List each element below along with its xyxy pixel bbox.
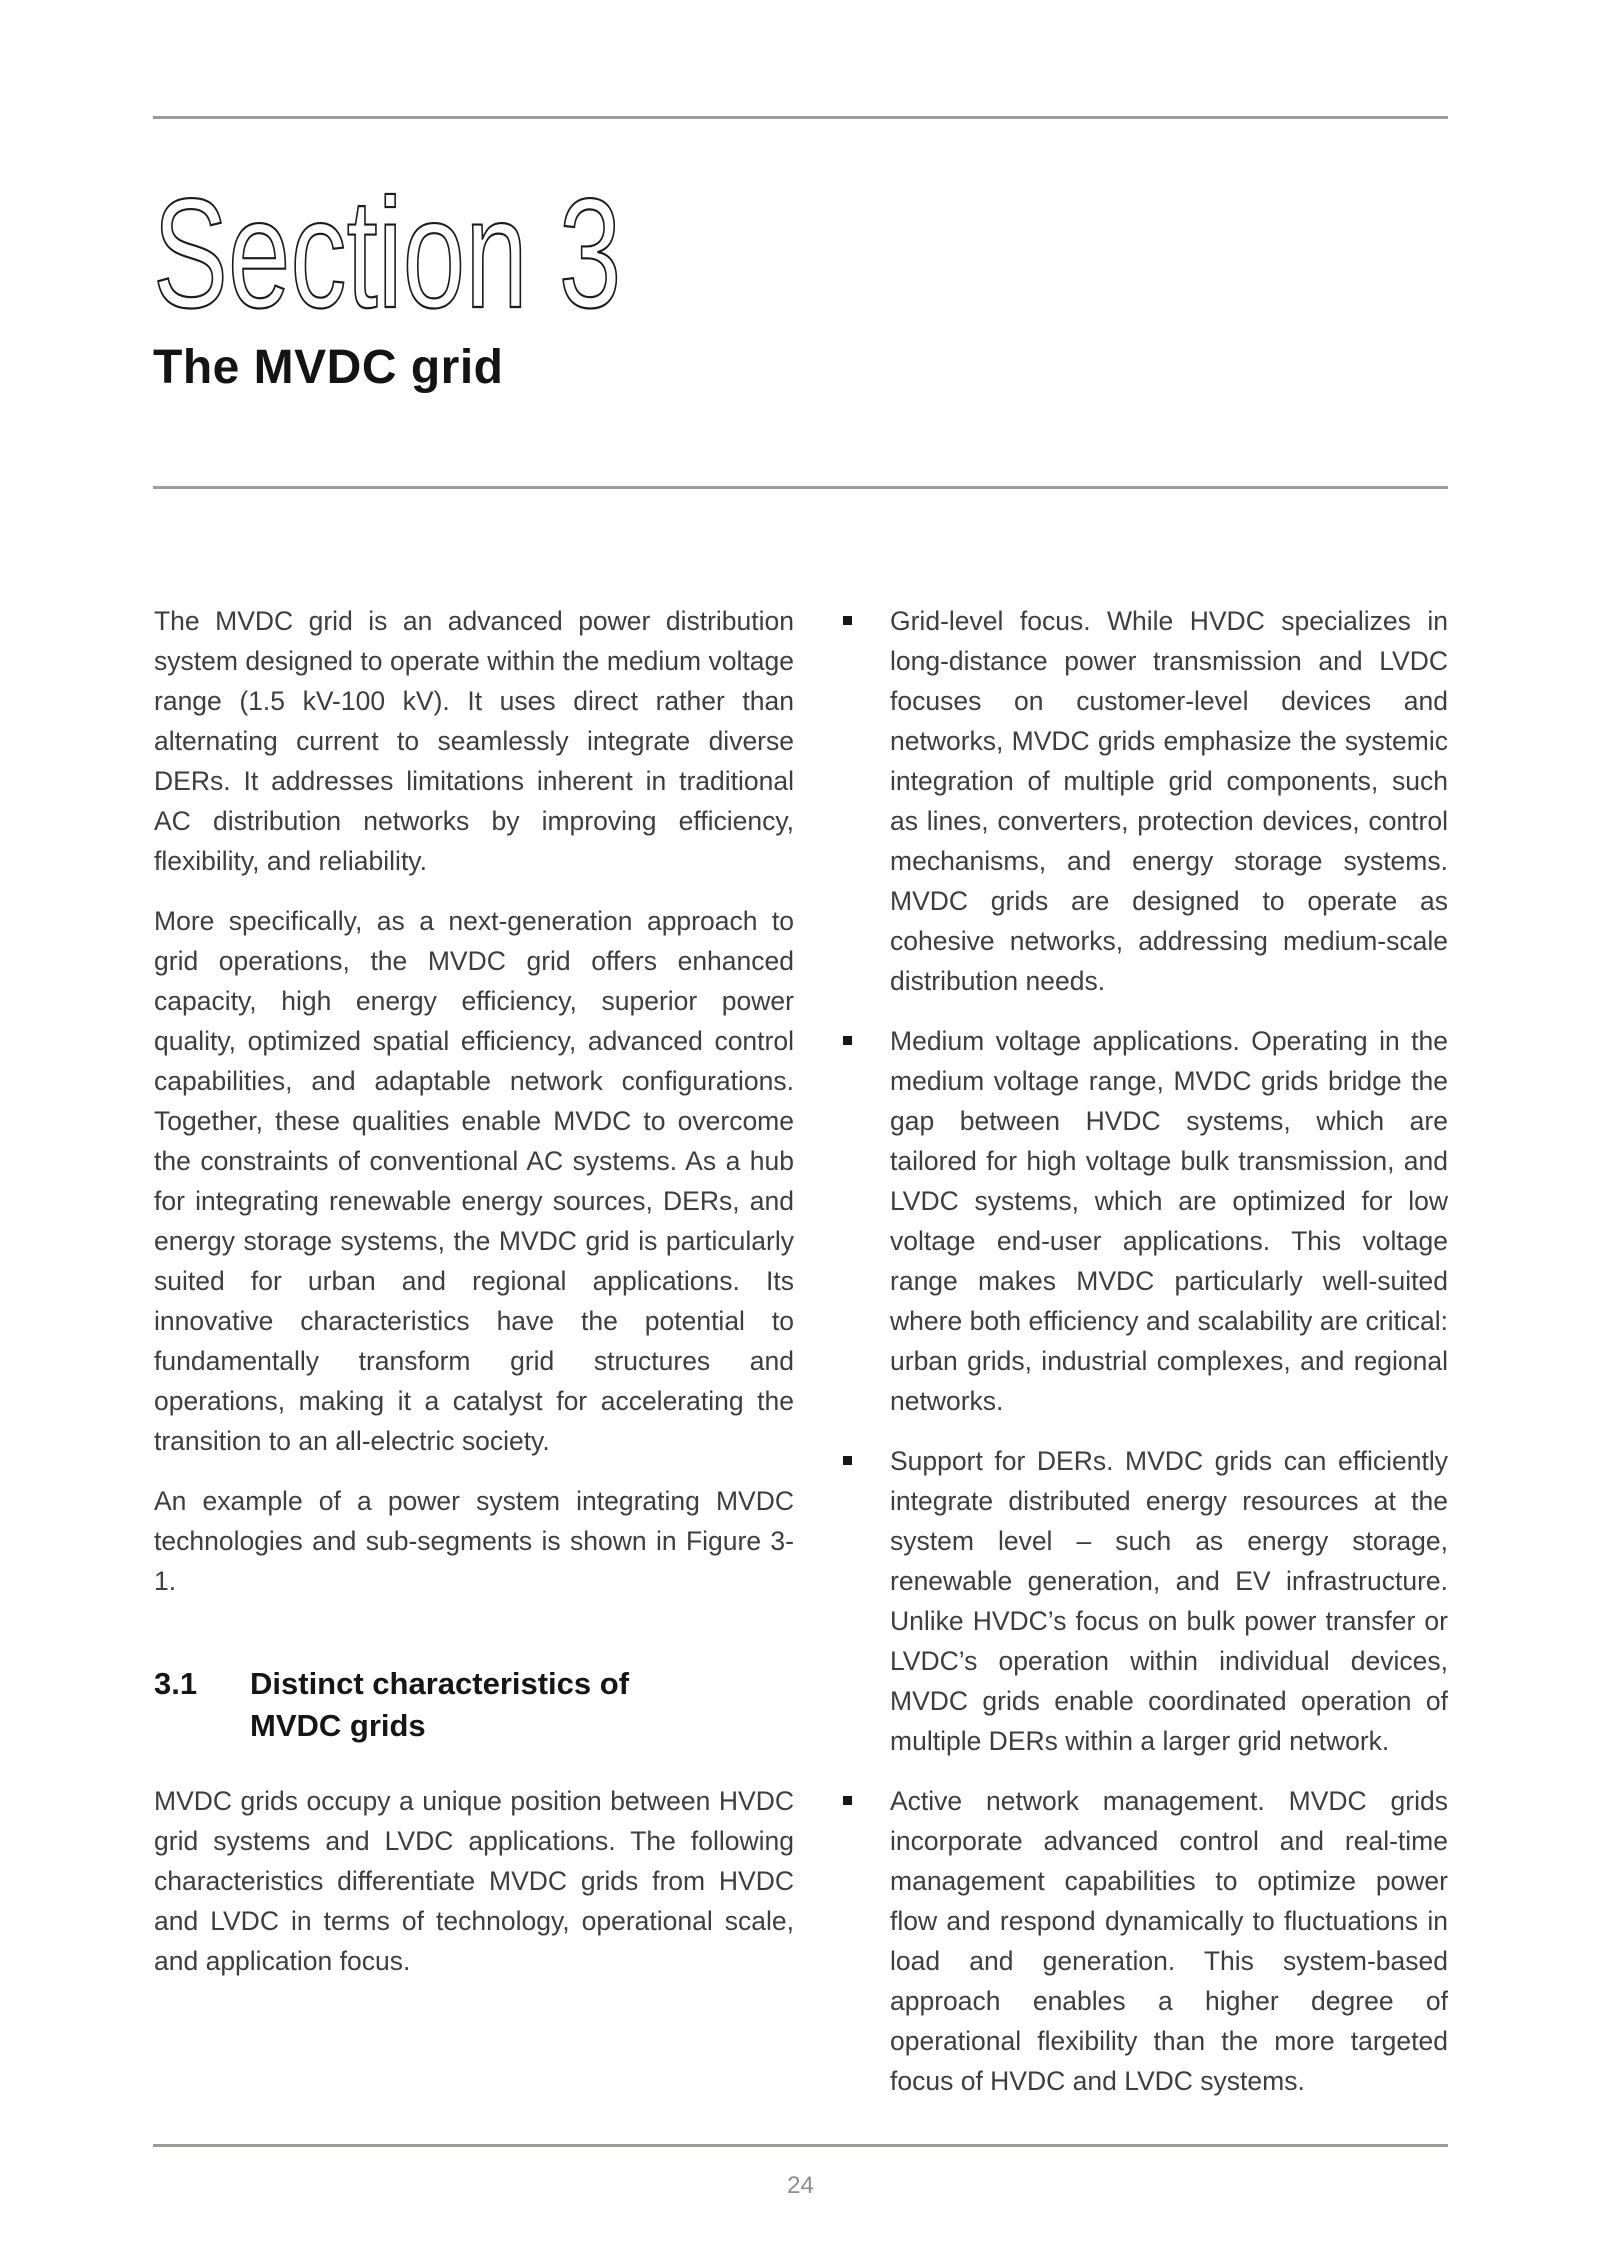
bullet-square-icon [843, 1796, 852, 1805]
bullet-list [842, 601, 1448, 2101]
bullet-square-icon [843, 616, 852, 625]
section-label: Section 3 [153, 167, 622, 341]
section-title: The MVDC grid [153, 341, 504, 394]
footer-rule [153, 2144, 1448, 2147]
subsection-number: 3.1 [154, 1666, 198, 1701]
list-item-text: Medium voltage applications. Operating in the medium voltage range, MVDC grids bridge the gap between HVDC systems, which are tailored for high voltage bulk transmission, and LVDC systems, which are optimized for low voltage end-user applications. This voltage range makes MVDC particularly well-suited where both efficiency and scalability are critical: urban grids, industrial complexes, and regional networks. [890, 1026, 1448, 1416]
list-item [842, 1441, 1448, 1761]
list-item-text: Grid-level focus. While HVDC specializes in long-distance power transmission and LVDC focuses on customer-level devices and networks, MVDC grids emphasize the systemic integration of multiple grid components, such as lines, converters, protection devices, control mechanisms, and energy storage systems. MVDC grids are designed to operate as cohesive networks, addressing medium-scale distribution needs. [890, 606, 1448, 996]
list-item [842, 1781, 1448, 2101]
list-item [842, 601, 1448, 1001]
bullet-square-icon [843, 1036, 852, 1045]
right-column [842, 601, 1448, 2101]
body-paragraph: More specifically, as a next-generation approach to grid operations, the MVDC grid offers enhanced capacity, high energy efficiency, superior power quality, optimized spatial efficiency, advanced control capabilities, and adaptable network configurations. Together, these qualities enable MVDC to overcome the constraints of conventional AC systems. As a hub for integrating renewable energy sources, DERs, and energy storage systems, the MVDC grid is particularly suited for urban and regional applications. Its innovative characteristics have the potential to fundamentally transform grid structures and operations, making it a catalyst for accelerating the transition to an all-electric society. [154, 906, 794, 1456]
list-item-text: Active network management. MVDC grids incorporate advanced control and real-time management capabilities to optimize power flow and respond dynamically to fluctuations in load and generation. This system-based approach enables a higher degree of operational flexibility than the more targeted focus of HVDC and LVDC systems. [890, 1786, 1448, 2096]
bullet-square-icon [843, 1456, 852, 1465]
body-paragraph: An example of a power system integrating MVDC technologies and sub-segments is shown in Figure 3-1. [154, 1486, 794, 1596]
subsection-title: Distinct characteristics of MVDC grids [250, 1666, 630, 1743]
top-rule [153, 116, 1448, 119]
list-item-text: Support for DERs. MVDC grids can efficiently integrate distributed energy resources at the system level – such as energy storage, renewable generation, and EV infrastructure. Unlike HVDC’s focus on bulk power transfer or LVDC’s operation within individual devices, MVDC grids enable coordinated operation of multiple DERs within a larger grid network. [890, 1446, 1448, 1756]
header-divider-rule [153, 486, 1448, 489]
subsection-heading [154, 1663, 794, 1747]
list-item [842, 1021, 1448, 1421]
left-column [154, 601, 794, 1981]
body-paragraph: MVDC grids occupy a unique position between HVDC grid systems and LVDC applications. The following characteristics differentiate MVDC grids from HVDC and LVDC in terms of technology, operational scale, and application focus. [154, 1786, 794, 1976]
body-paragraph: The MVDC grid is an advanced power distribution system designed to operate within the medium voltage range (1.5 kV-100 kV). It uses direct rather than alternating current to seamlessly integrate diverse DERs. It addresses limitations inherent in traditional AC distribution networks by improving efficiency, flexibility, and reliability. [154, 606, 794, 876]
page-number: 24 [787, 2172, 814, 2199]
